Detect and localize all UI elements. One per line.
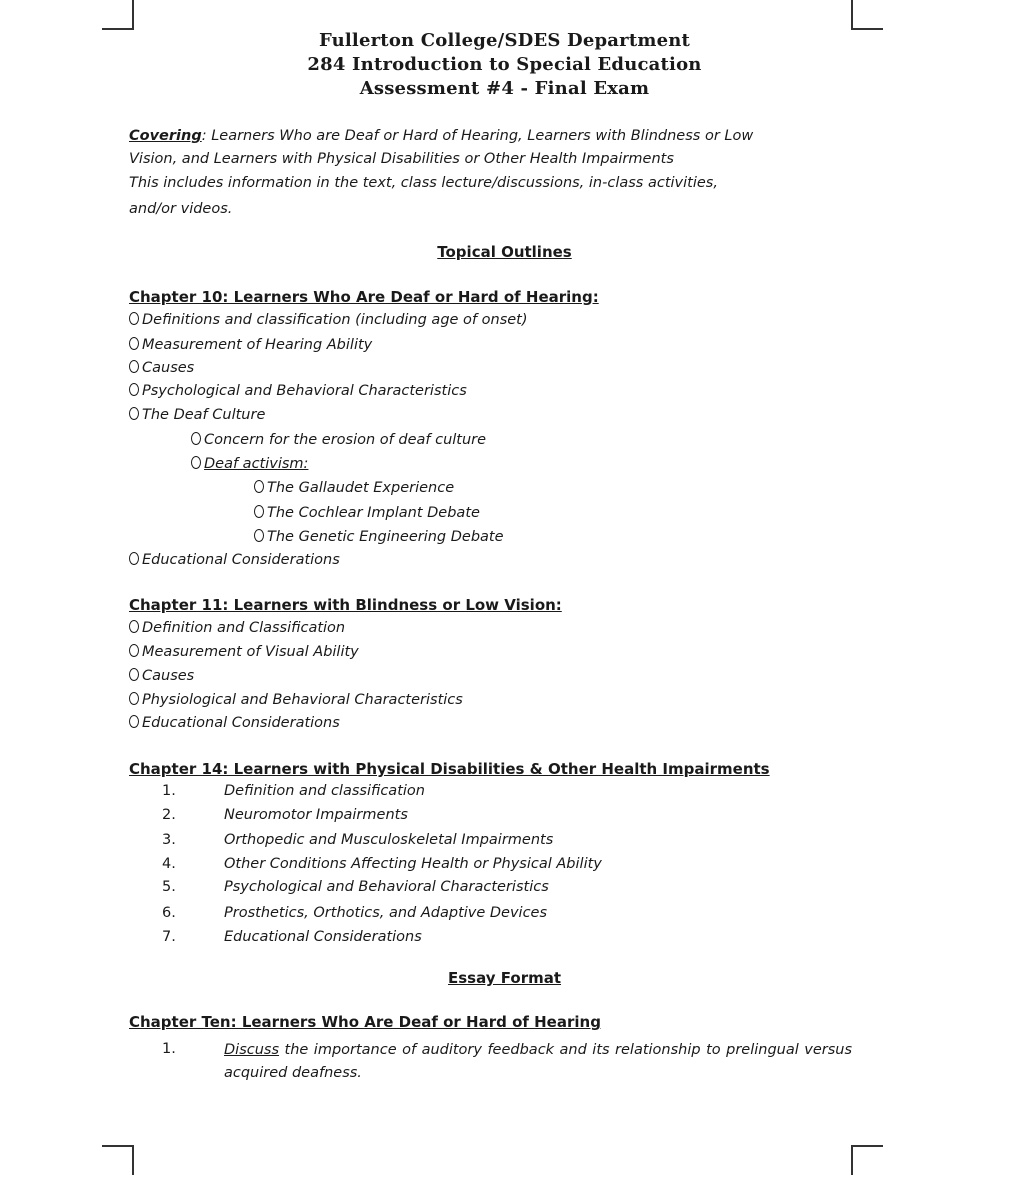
- list-item: Causes: [129, 668, 194, 684]
- list-item: The Cochlear Implant Debate: [254, 505, 480, 521]
- list-item: Measurement of Visual Ability: [129, 644, 359, 660]
- crop-mark-top-left: [102, 0, 134, 30]
- header-course: 284 Introduction to Special Education: [307, 54, 702, 75]
- list-item: Orthopedic and Musculoskeletal Impairments: [224, 832, 554, 848]
- bullet-icon: [254, 505, 264, 518]
- list-item-number: 3.: [162, 832, 176, 848]
- bullet-icon: [129, 668, 139, 681]
- list-item: Definitions and classification (including age of onset): [129, 312, 528, 328]
- covering-line-4: and/or videos.: [129, 201, 233, 217]
- chapter-14-heading: Chapter 14: Learners with Physical Disabilities & Other Health Impairments: [129, 760, 770, 778]
- list-item-number: 5.: [162, 879, 176, 895]
- bullet-icon: [129, 692, 139, 705]
- essay-question-number: 1.: [162, 1041, 176, 1057]
- covering-label: Covering: [129, 128, 202, 144]
- list-item-number: 2.: [162, 807, 176, 823]
- list-item: Educational Considerations: [129, 715, 340, 731]
- chapter-10-heading: Chapter 10: Learners Who Are Deaf or Hard of Hearing:: [129, 288, 599, 306]
- list-item: Definition and Classification: [129, 620, 345, 636]
- bullet-icon: [129, 715, 139, 728]
- bullet-icon: [129, 620, 139, 633]
- list-item: Prosthetics, Orthotics, and Adaptive Devices: [224, 905, 548, 921]
- list-item: The Gallaudet Experience: [254, 480, 454, 496]
- list-item: Psychological and Behavioral Characteristics: [224, 879, 549, 895]
- covering-line-3: This includes information in the text, class lecture/discussions, in-class activities,: [129, 175, 718, 191]
- bullet-icon: [129, 552, 139, 565]
- bullet-icon: [191, 456, 201, 469]
- bullet-icon: [129, 312, 139, 325]
- list-item: Psychological and Behavioral Characteristics: [129, 383, 467, 399]
- crop-mark-top-right: [851, 0, 883, 30]
- crop-mark-bottom-right: [851, 1145, 883, 1175]
- list-item-number: 6.: [162, 905, 176, 921]
- crop-mark-bottom-left: [102, 1145, 134, 1175]
- list-item: The Genetic Engineering Debate: [254, 529, 504, 545]
- header-assessment: Assessment #4 - Final Exam: [359, 78, 650, 99]
- bullet-icon: [191, 432, 201, 445]
- essay-chapter-heading: Chapter Ten: Learners Who Are Deaf or Hard of Hearing: [129, 1013, 601, 1031]
- list-item-number: 1.: [162, 783, 176, 799]
- bullet-icon: [129, 407, 139, 420]
- essay-question-1: Discuss the importance of auditory feedback and its relationship to prelingual versus acquired deafness.: [224, 1042, 852, 1081]
- essay-format-title: Essay Format: [447, 969, 562, 987]
- list-item: Neuromotor Impairments: [224, 807, 408, 823]
- list-item: The Deaf Culture: [129, 407, 265, 423]
- bullet-icon: [254, 480, 264, 493]
- list-item: Concern for the erosion of deaf culture: [191, 432, 486, 448]
- chapter-11-heading: Chapter 11: Learners with Blindness or Low Vision:: [129, 596, 562, 614]
- covering-line-2: Vision, and Learners with Physical Disabilities or Other Health Impairments: [129, 151, 674, 167]
- bullet-icon: [129, 383, 139, 396]
- list-item-number: 4.: [162, 856, 176, 872]
- list-item: Educational Considerations: [224, 929, 422, 945]
- list-item: Definition and classification: [224, 783, 425, 799]
- covering-line-1: Covering: Learners Who are Deaf or Hard of Hearing, Learners with Blindness or Low: [129, 128, 754, 144]
- essay-question-keyword: Discuss: [224, 1042, 280, 1058]
- bullet-icon: [129, 360, 139, 373]
- list-item: Causes: [129, 360, 194, 376]
- bullet-icon: [129, 337, 139, 350]
- bullet-icon: [254, 529, 264, 542]
- list-item: Educational Considerations: [129, 552, 340, 568]
- bullet-icon: [129, 644, 139, 657]
- list-item: Measurement of Hearing Ability: [129, 337, 372, 353]
- topical-outlines-title: Topical Outlines: [437, 243, 572, 261]
- header-department: Fullerton College/SDES Department: [318, 30, 691, 51]
- list-item-number: 7.: [162, 929, 176, 945]
- list-item: Deaf activism:: [191, 456, 308, 472]
- list-item: Physiological and Behavioral Characteristics: [129, 692, 463, 708]
- list-item: Other Conditions Affecting Health or Physical Ability: [224, 856, 602, 872]
